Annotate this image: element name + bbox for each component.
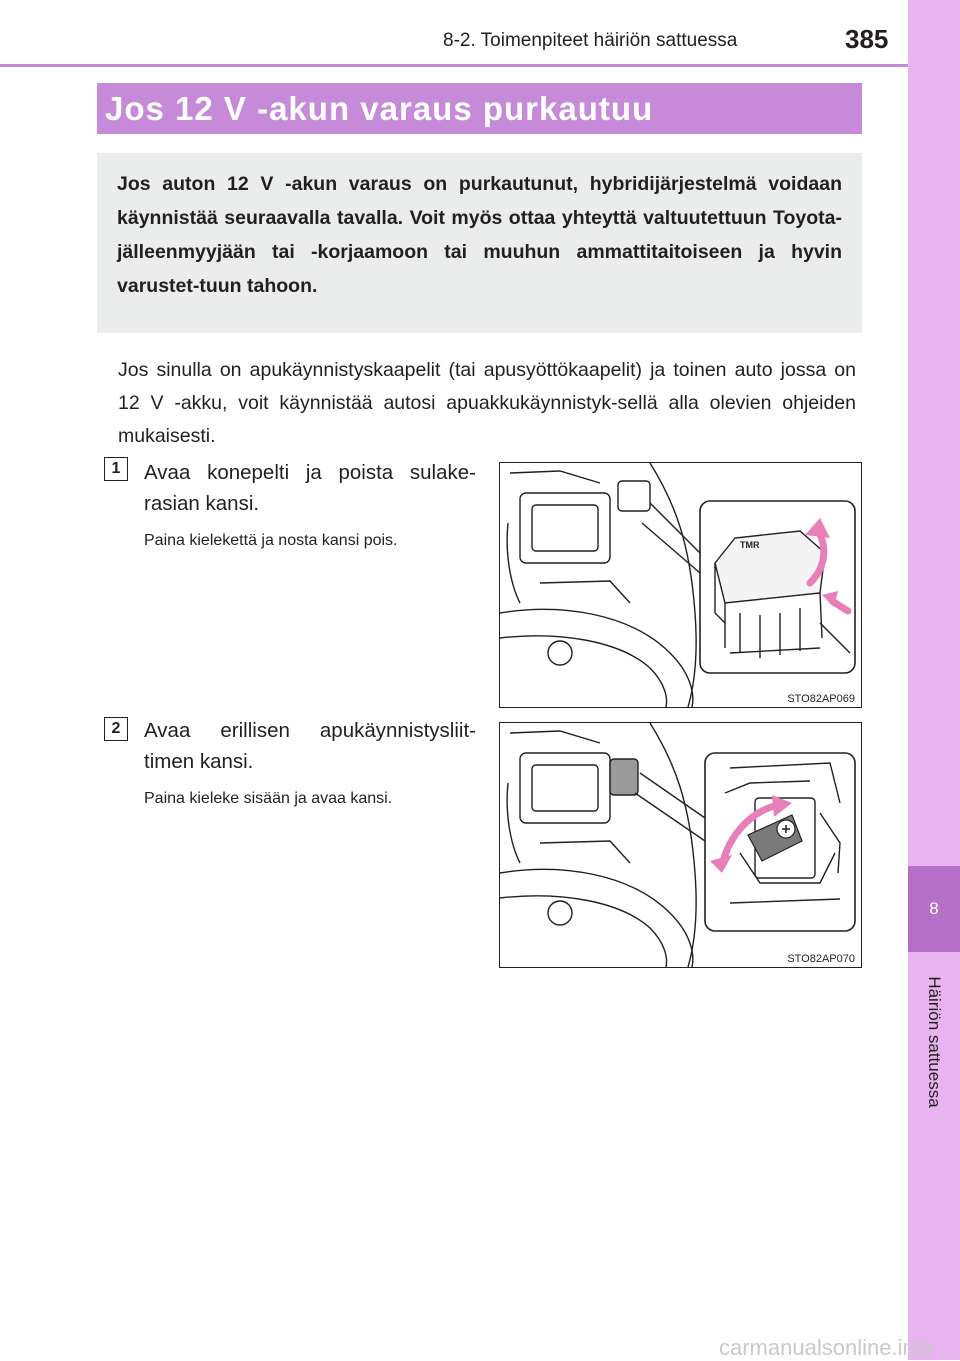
step-2-title: Avaa erillisen apukäynnistysliit-timen kansi. — [144, 719, 476, 773]
fuse-box-label: TMR — [740, 540, 760, 550]
step-2-note: Paina kieleke sisään ja avaa kansi. — [144, 790, 393, 807]
page-title-banner — [97, 83, 862, 134]
intro-text: Jos auton 12 V -akun varaus on purkautunut, hybridijärjestelmä voidaan käynnistää seuraavalla tavalla. Voit myös ottaa yhteyttä valtuutettuun Toyota-jälleenmyyjään tai -korjaamoon tai muuhun ammattitaitoiseen ja hyvin varustet-tuun tahoon. — [117, 173, 842, 297]
header-section-title: 8-2. Toimenpiteet häiriön sattuessa — [443, 30, 738, 51]
step-badge-1: 1 — [104, 457, 128, 481]
step-1-title: Avaa konepelti ja poista sulake-rasian kansi. — [144, 461, 476, 515]
chapter-title: Häiriön sattuessa — [925, 976, 944, 1108]
header-rule — [0, 64, 908, 67]
figure-jump-start-terminal — [499, 722, 862, 968]
page-number: 385 — [845, 24, 889, 54]
jump-terminal-illustration — [500, 723, 861, 967]
chapter-side-tab — [908, 0, 960, 1360]
figure-code-2: STO82AP070 — [787, 953, 855, 965]
step-1-note: Paina kielekettä ja nosta kansi pois. — [144, 532, 398, 549]
intro-box — [97, 153, 862, 333]
body-paragraph: Jos sinulla on apukäynnistyskaapelit (tai apusyöttökaapelit) ja toinen auto jossa on 12 V -akku, voit käynnistää autosi apuakkukäynnistyk-sellä alla olevien ohjeiden mukaisesti. — [118, 359, 856, 447]
page-title: Jos 12 V -akun varaus purkautuu — [105, 89, 654, 127]
chapter-number-tab[interactable] — [908, 866, 960, 952]
chapter-number: 8 — [929, 899, 939, 918]
figure-code-1: STO82AP069 — [787, 693, 855, 705]
step-badge-2: 2 — [104, 717, 128, 741]
watermark[interactable]: carmanualsonline.info — [719, 1335, 934, 1360]
figure-fuse-box — [499, 462, 862, 708]
engine-bay-illustration — [500, 463, 861, 707]
